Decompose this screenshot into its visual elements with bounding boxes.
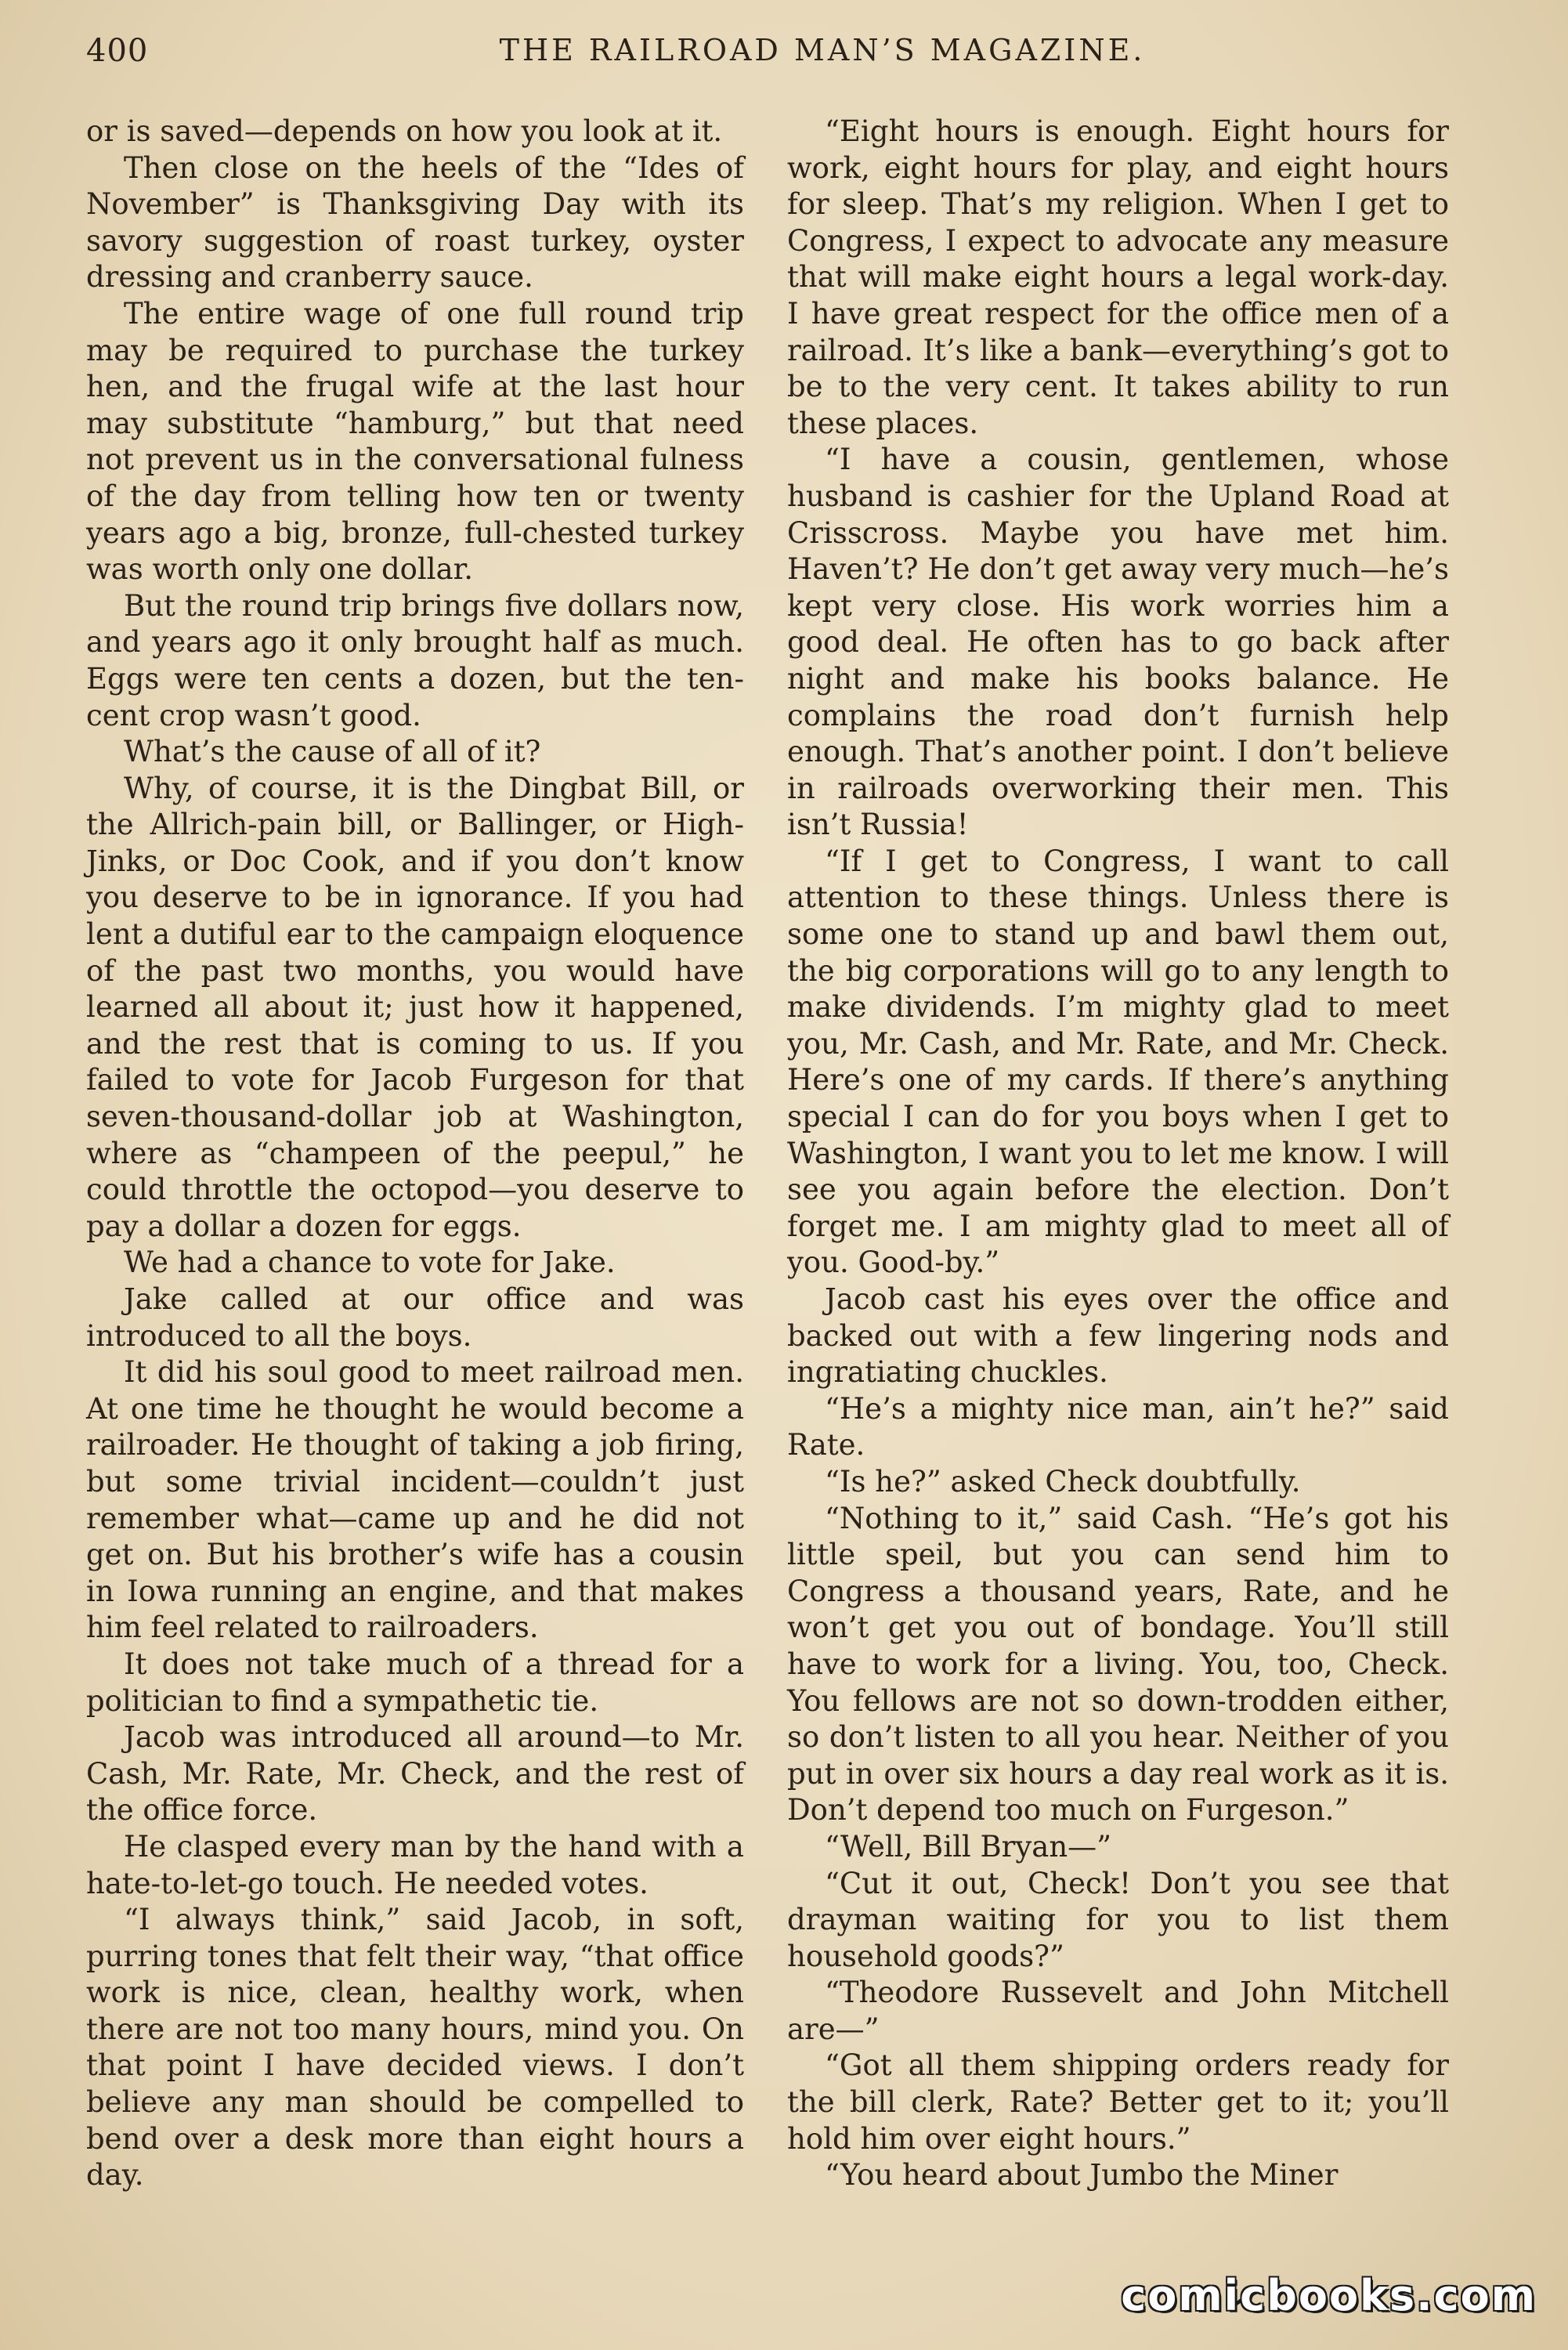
paragraph: “If I get to Congress, I want to call attention to these things. Unless there is some one to stand up and bawl them out, the big corporations will go to any length to make dividends. I’m mighty glad to meet you, Mr. Cash, and Mr. Rate, and Mr. Check. Here’s one of my cards. If there’s anything special I can do for you boys when I get to Washington, I want you to let me know. I will see you again before the election. Don’t forget me. I am mighty glad to meet all of you. Good-by.” — [787, 844, 1449, 1280]
paragraph: “Got all them shipping orders ready for the bill clerk, Rate? Better get to it; you’ll hold him over eight hours.” — [787, 2048, 1449, 2156]
paragraph: It did his soul good to meet railroad men. At one time he thought he would become a railroader. He thought of taking a job firing, but some trivial incident—couldn’t just remember what—came up and he did not get on. But his brother’s wife has a cousin in Iowa running an engine, and that makes him feel related to railroaders. — [86, 1355, 744, 1645]
paragraph: “Is he?” asked Check doubtfully. — [825, 1464, 1301, 1499]
paragraph: “I always think,” said Jacob, in soft, purring tones that felt their way, “that office work is nice, clean, healthy work, when there are not too many hours, mind you. On that point I have decided views. I don’t believe any man should be compelled to bend over a desk more than eight hours a day. — [86, 1903, 744, 2193]
running-header — [86, 33, 1465, 88]
left-column — [86, 114, 744, 2194]
paragraph: “Nothing to it,” said Cash. “He’s got his little speil, but you can send him to Congress a thousand years, Rate, and he won’t get you out of bondage. You’ll still have to work for a living. You, too, Check. You fellows are not so down-trodden either, so don’t listen to all you hear. Neither of you put in over six hours a day real work as it is. Don’t depend too much on Furgeson.” — [787, 1501, 1449, 1828]
paragraph: “Cut it out, Check! Don’t you see that drayman waiting for you to list them household goods?” — [787, 1866, 1449, 1973]
paragraph: What’s the cause of all of it? — [124, 735, 541, 769]
paragraph: “He’s a mighty nice man, ain’t he?” said Rate. — [787, 1391, 1449, 1462]
paragraph: “Theodore Russevelt and John Mitchell are—” — [787, 1976, 1449, 2046]
paragraph: He clasped every man by the hand with a hate-to-let-go touch. He needed votes. — [86, 1829, 744, 1900]
paragraph: Then close on the heels of the “Ides of November” is Thanksgiving Day with its savory suggestion of roast turkey, oyster dressing and cranberry sauce. — [86, 150, 744, 295]
paragraph: “You heard about Jumbo the Miner — [825, 2158, 1339, 2193]
watermark-text: comicbooks.com — [1121, 2271, 1537, 2320]
paragraph: It does not take much of a thread for a politician to find a sympathetic tie. — [86, 1647, 744, 1718]
paragraph: or is saved—depends on how you look at it. — [86, 114, 723, 148]
paragraph: The entire wage of one full round trip may be required to purchase the turkey hen, and the frugal wife at the last hour may substitute “hamburg,” but that need not prevent us in the conversational fulness of the day from telling how ten or twenty years ago a big, bronze, full-chested turkey was worth only one dollar. — [86, 296, 744, 587]
paragraph: Jacob was introduced all around—to Mr. Cash, Mr. Rate, Mr. Check, and the rest of the office force. — [86, 1720, 744, 1828]
paragraph: “Eight hours is enough. Eight hours for work, eight hours for play, and eight hours for sleep. That’s my religion. When I get to Congress, I expect to advocate any measure that will make eight hours a legal work-day. I have great respect for the office men of a railroad. It’s like a bank—everything’s got to be to the very cent. It takes ability to run these places. — [787, 114, 1449, 440]
paragraph: But the round trip brings five dollars now, and years ago it only brought half as much. Eggs were ten cents a dozen, but the ten-cent crop wasn’t good. — [86, 588, 744, 732]
running-title: THE RAILROAD MAN’S MAGAZINE. — [499, 33, 1146, 67]
paragraph: “Well, Bill Bryan—” — [825, 1829, 1112, 1864]
page-number: 400 — [86, 33, 149, 69]
paragraph: Jacob cast his eyes over the office and backed out with a few lingering nods and ingratiating chuckles. — [787, 1282, 1449, 1390]
paragraph: Why, of course, it is the Dingbat Bill, or the Allrich-pain bill, or Ballinger, or High-Jinks, or Doc Cook, and if you don’t know you deserve to be in ignorance. If you had lent a dutiful ear to the campaign eloquence of the past two months, you would have learned all about it; just how it happened, and the rest that is coming to us. If you failed to vote for Jacob Furgeson for that seven-thousand-dollar job at Washington, where as “champeen of the peepul,” he could throttle the octopod—you deserve to pay a dollar a dozen for eggs. — [86, 771, 744, 1243]
paragraph: We had a chance to vote for Jake. — [124, 1246, 616, 1280]
paragraph: Jake called at our office and was introduced to all the boys. — [86, 1282, 744, 1353]
paragraph: “I have a cousin, gentlemen, whose husband is cashier for the Upland Road at Crisscross. Maybe you have met him. Haven’t? He don’t get away very much—he’s kept very close. His work worries him a good deal. He often has to go back after night and make his books balance. He complains the road don’t furnish help enough. That’s another point. I don’t believe in railroads overworking their men. This isn’t Russia! — [787, 443, 1449, 842]
right-column — [787, 114, 1449, 2194]
